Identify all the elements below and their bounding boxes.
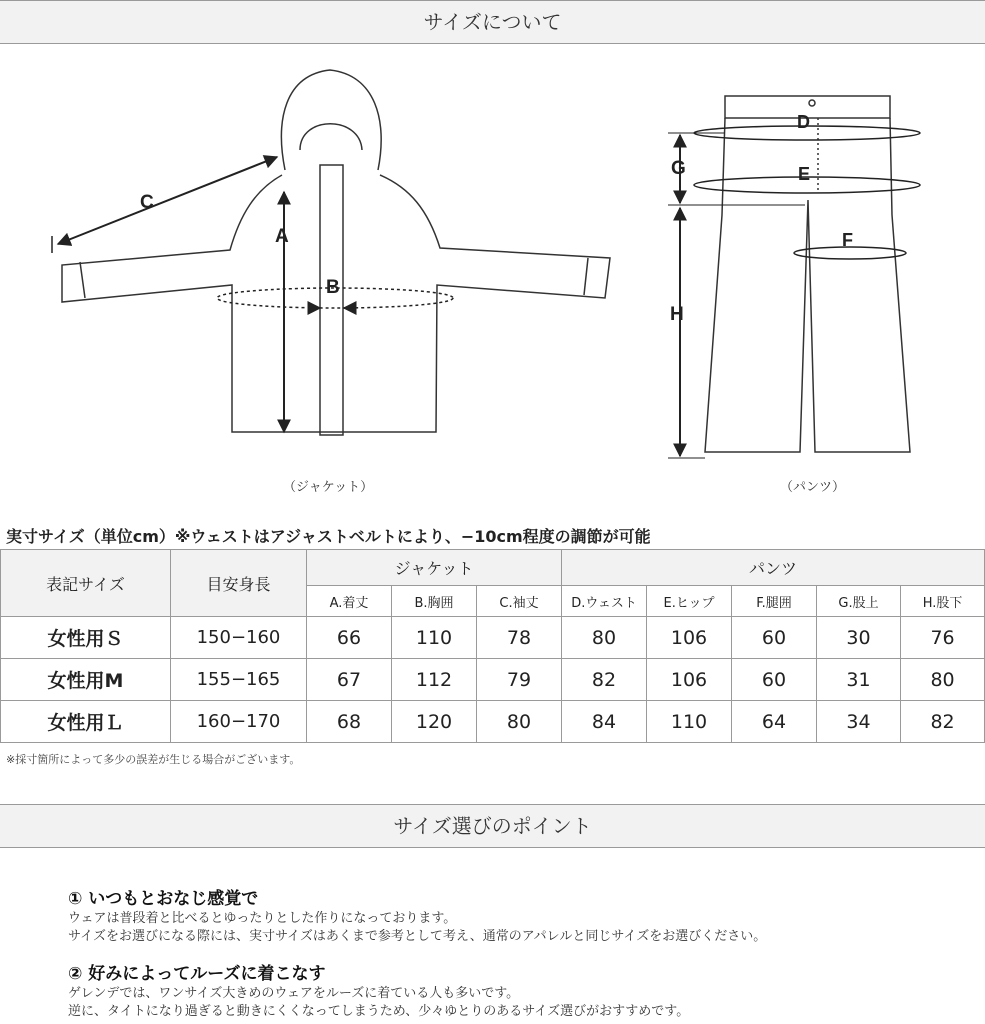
cell: 112 [392,659,477,701]
subheader-c: C.袖丈 [477,586,562,617]
cell: 64 [732,701,817,743]
cell: 60 [732,617,817,659]
jacket-body [62,175,610,432]
point-text: サイズをお選びになる際には、実寸サイズはあくまで参考として考え、通常のアパレルと同じサイズをお選びください。 [68,929,767,944]
cell: 31 [817,659,901,701]
point-text: 逆に、タイトになり過ぎると動きにくくなってしまうため、少々ゆとりのあるサイズ選びがおすすめです。 [68,1004,690,1019]
cell: 68 [307,701,392,743]
cell: 80 [477,701,562,743]
cell: 110 [647,701,732,743]
label-f: F [842,230,853,250]
header-jacket: ジャケット [307,550,562,586]
pants-measure-d [694,112,920,140]
row-label: 女性用Ｌ [1,701,171,743]
header-size: 表記サイズ [1,550,171,617]
size-table-title: 実寸サイズ（単位cm）※ウェストはアジャストベルトにより、−10cm程度の調節が可能 [6,527,651,546]
cell: 84 [562,701,647,743]
point-text: ウェアは普段着と比べるとゆったりとした作りになっております。 [68,911,457,926]
cell: 67 [307,659,392,701]
row-height: 150−160 [171,617,307,659]
jacket-illustration [62,70,610,435]
label-g: G [671,158,686,179]
label-d: D [797,112,810,132]
jacket-zipper [320,165,343,435]
subheader-d: D.ウェスト [562,586,647,617]
pants-measure-h [668,208,705,458]
cell: 80 [562,617,647,659]
point-section-title: サイズ選びのポイント [393,814,592,838]
size-section-title: サイズについて [423,10,562,34]
cell: 106 [647,617,732,659]
jacket-hood-inner [300,124,362,150]
label-c: C [140,192,154,213]
cell: 30 [817,617,901,659]
header-pants: パンツ [562,550,985,586]
cell: 80 [901,659,985,701]
pants-illustration [705,96,910,452]
jacket-left-cuff [80,262,85,298]
table-row [1,659,985,701]
point-text: ゲレンデでは、ワンサイズ大きめのウェアをルーズに着ている人も多いです。 [68,986,520,1001]
label-h: H [670,304,684,325]
jacket-measure-b [217,277,453,308]
jacket-right-cuff [584,258,588,295]
cell: 110 [392,617,477,659]
point-section-header [0,804,985,848]
cell: 120 [392,701,477,743]
pants-caption: （パンツ） [780,480,846,495]
cell: 78 [477,617,562,659]
measurement-note: ※採寸箇所によって多少の誤差が生じる場合がございます。 [6,753,301,766]
subheader-b: B.胸囲 [392,586,477,617]
subheader-h: H.股下 [901,586,985,617]
pants-measure-f [794,230,906,259]
point-heading: ② 好みによってルーズに着こなす [68,964,326,984]
subheader-g: G.股上 [817,586,901,617]
point-heading: ① いつもとおなじ感覚で [68,889,259,909]
subheader-a: A.着丈 [307,586,392,617]
jacket-hood [281,70,381,170]
point-item-1 [68,888,766,946]
size-table [0,549,985,743]
size-diagram [0,50,985,470]
label-a: A [275,226,289,247]
table-row [1,617,985,659]
subheader-f: F.腿囲 [732,586,817,617]
cell: 34 [817,701,901,743]
row-height: 160−170 [171,701,307,743]
cell: 82 [901,701,985,743]
cell: 76 [901,617,985,659]
cell: 60 [732,659,817,701]
jacket-caption: （ジャケット） [283,480,374,495]
cell: 82 [562,659,647,701]
label-e: E [798,164,811,184]
cell: 106 [647,659,732,701]
label-b: B [326,277,340,298]
jacket-measure-a [275,192,289,432]
pants-measure-e [694,164,920,193]
row-height: 155−165 [171,659,307,701]
point-item-2 [68,963,689,1021]
row-label: 女性用Ｓ [1,617,171,659]
table-row [1,701,985,743]
cell: 79 [477,659,562,701]
header-height: 目安身長 [171,550,307,617]
jacket-measure-c [52,157,277,253]
subheader-e: E.ヒップ [647,586,732,617]
row-label: 女性用M [1,659,171,701]
cell: 66 [307,617,392,659]
pants-measure-g [668,133,805,205]
size-section-header [0,0,985,44]
